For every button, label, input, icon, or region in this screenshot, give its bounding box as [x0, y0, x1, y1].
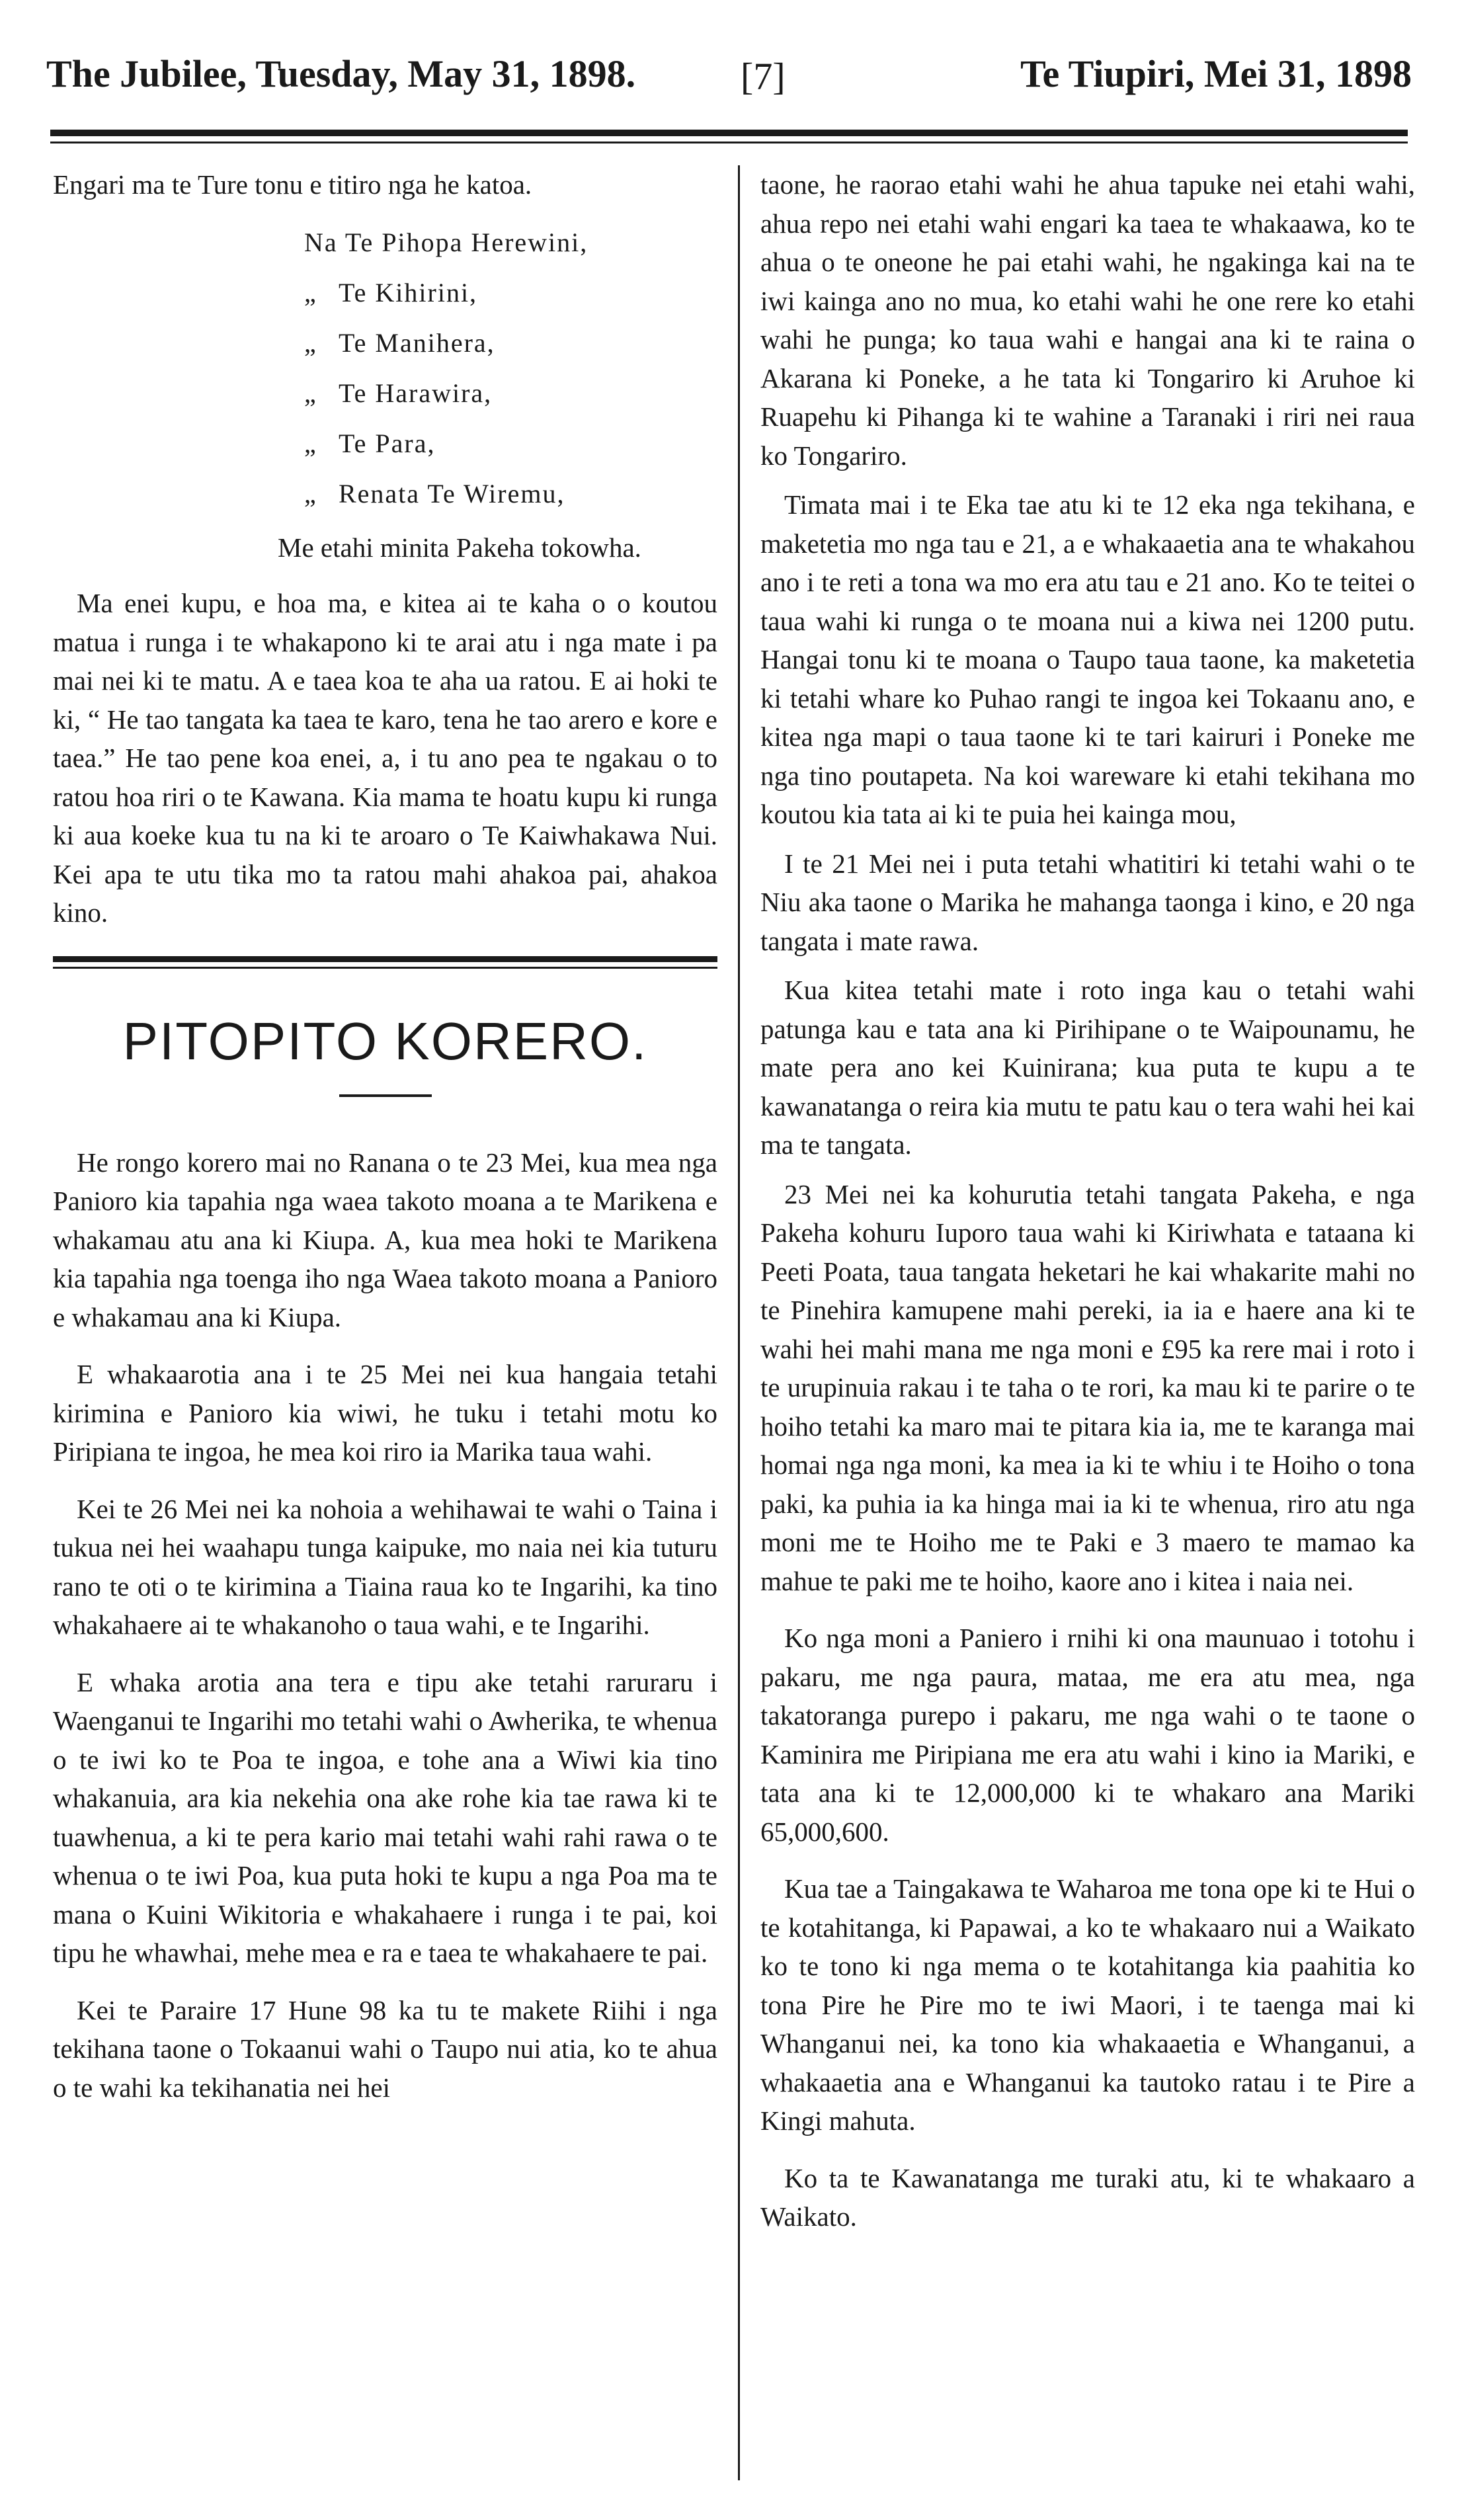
heading-underline — [339, 1094, 432, 1097]
article-paragraph: Kua kitea tetahi mate i roto inga kau o tetahi wahi patunga kau e tata ana ki Pirihipane o te Waipounamu, he mate pera ano kei Kuinirana; kua puta te kupu a te kawanatanga o reira kia mutu te patu kau o tera wahi hei kai ma te tangata. — [760, 975, 1415, 1160]
news-item: E whaka arotia ana tera e tipu ake tetahi raruraru i Waenganui te Ingarihi mo tetahi wahi o Awherika, te whenua o te iwi ko te Poa te ingoa, e tohe ana a Wiwi kia tino whakanuia, ara kia nekehia ona ake rohe kia tae rawa ki te tuawhenua, a ki te pera kario mai tetahi wahi rahi rawa o te whenua o te iwi Poa, kua puta hoki te kupu a nga Poa ma te mana o Kuini Wikitoria e whakahaere i runga i te pai, koi tipu he whawhai, mehe mea e ra e taea te whakahaere te pai. — [53, 1666, 717, 1968]
signatory: „ Te Manihera, — [304, 318, 717, 368]
ditto-mark: „ — [304, 277, 317, 307]
ditto-mark: „ — [304, 378, 317, 408]
section-divider — [53, 956, 717, 969]
masthead-rule-thick — [50, 130, 1408, 136]
signatory: Na Te Pihopa Herewini, — [304, 227, 588, 257]
page-number: [7] — [741, 55, 786, 98]
ditto-mark: „ — [304, 428, 317, 458]
section-heading: PITOPITO KORERO. — [122, 1011, 648, 1071]
signatory: „ Te Harawira, — [304, 368, 717, 419]
news-item: Kei te Paraire 17 Hune 98 ka tu te makete Riihi i nga tekihana taone o Tokaanui wahi o Taupo nui atia, ko te ahua o te wahi ka tekihanatia nei hei — [53, 1994, 717, 2103]
signatories-caption: Me etahi minita Pakeha tokowha. — [278, 532, 641, 563]
article-paragraph: Ma enei kupu, e hoa ma, e kitea ai te kaha o o koutou matua i runga i te whakapono ki te arai atu i nga mate i pa mai nei ki te matu. A e taea koa te aha ua ratou. E ai hoki te ki, “ He tao tangata ka taea te karo, tena he tao arero e kore e taea.” He tao pene koa enei, a, i tu ano pea te ngakau o to ratou hoa riri o te Kawana. Kia mama te hoatu kupu ki runga ki aua koeke kua tu na ki te aroaro o Te Kaiwhakawa Nui. Kei apa te utu tika mo ta ratou mahi ahakoa pai, ahakoa kino. — [53, 588, 717, 928]
ditto-mark: „ — [304, 478, 317, 508]
header-english-title: The Jubilee, Tuesday, May 31, 1898. — [46, 52, 636, 95]
signatory: „ Te Para, — [304, 419, 717, 469]
left-column — [53, 165, 717, 2480]
article-paragraph: Kua tae a Taingakawa te Waharoa me tona ope ki te Hui o te kotahitanga, ki Papawai, a ko te whakaaro nui a Waikato ko te tono ki nga mema o te kotahitanga kia paahitia ko tona Pire he Pire mo te iwi Maori, i te taenga mai ki Whanganui nei, ka tono kia whakaaetia e Whanganui, a whakaaetia ana e Whanganui ka tautoko ratau i te Pire a Kingi mahuta. — [760, 1873, 1415, 2136]
column-divider — [738, 165, 740, 2480]
masthead — [46, 52, 1412, 111]
header-maori-title: Te Tiupiri, Mei 31, 1898 — [1020, 52, 1412, 95]
ditto-mark: „ — [304, 327, 317, 358]
signatory: „ Renata Te Wiremu, — [304, 469, 717, 519]
news-item: E whakaarotia ana i te 25 Mei nei kua hangaia tetahi kirimina e Panioro kia wiwi, he tuku i tetahi motu ko Piripiana te ingoa, he mea koi riro ia Marika taua wahi. — [53, 1359, 717, 1467]
article-paragraph: 23 Mei nei ka kohurutia tetahi tangata Pakeha, e nga Pakeha kohuru Iuporo taua wahi ki Kiriwhata e tataana ki Peeti Poata, taua tangata heketari he kai whakarite mahi no te Pinehira kamupene mahi pereki, ia ia e haere ana ki te wahi hei mahi mana me nga moni e £95 ka rere mai i roto i te urupinuia rakau i te taha o te rori, ka mau ki te parire o te hoiho tetahi ka maro mai te pitara kia ia, me te karanga mai homai nga nga moni, ka mea ia ki te whiu i te Hoiho o tona paki, ka puhia ia ka hinga mai ia ki te whenua, riro atu nga moni me te Hoiho me te Paki e 3 maero te mamao ka mahue te paki me te hoiho, kaore ano i kitea i naia nei. — [760, 1178, 1415, 1596]
article-paragraph: I te 21 Mei nei i puta tetahi whatitiri ki tetahi wahi o te Niu aka taone o Marika he mahanga taonga i kino, e 20 nga tangata i mate rawa. — [760, 848, 1415, 956]
article-paragraph: Timata mai i te Eka tae atu ki te 12 eka nga tekihana, e maketetia mo nga tau e 21, a e whakaaetia ana te whakahou ano i te reti a tona wa mo era atu tau e 21 ano. Ko te teitei o taua wahi ki runga o te moana nui a kiwa nei 1200 putu. Hangai tonu ki te moana o Taupo taua taone, ka maketetia ki tetahi whare ko Puhao rangi te ingoa kei Tokaanu ano, e kitea nga mapi o taua taone ki te tari kairuri i Poneke me nga tino poutapeta. Na koi wareware ki etahi tekihana mo koutou kia tata ai ki te puia hei kainga mou, — [760, 489, 1415, 829]
opening-line: Engari ma te Ture tonu e titiro nga he katoa. — [53, 169, 532, 200]
article-paragraph: Ko ta te Kawanatanga me turaki atu, ki te whakaaro a Waikato. — [760, 2162, 1415, 2232]
signatory: „ Te Kihirini, — [304, 268, 717, 318]
article-paragraph: taone, he raorao etahi wahi he ahua tapuke nei etahi wahi, ahua repo nei etahi wahi engari ka taea te whakaawa, ko te ahua o te oneone he pai etahi wahi, he ngakinga kai na te iwi kainga ano no mua, ko etahi wahi he one rere ko etahi wahi he punga; ko taua wahi e hangai ana ki te raina o Akarana ki Poneke, a he tata ki Tongariro ki Aruhoe ki Ruapehu ki Pihanga ki te wahine a Taranaki i riri nei raua ko Tongariro. — [760, 169, 1415, 471]
right-column — [760, 165, 1415, 2480]
news-item: He rongo korero mai no Ranana o te 23 Mei, kua mea nga Panioro kia tapahia nga waea takoto moana a te Marikena e whakamau atu ana ki Kiupa. A, kua mea hoki te Marikena kia tapahia nga toenga iho nga Waea takoto moana a Panioro e whakamau ana ki Kiupa. — [53, 1147, 717, 1332]
signatories-list — [304, 218, 717, 519]
news-item: Kei te 26 Mei nei ka nohoia a wehihawai te wahi o Taina i tukua nei hei waahapu tunga kaipuke, mo naia nei kia tuturu rano te oti o te kirimina a Tiaina raua ko te Ingarihi, ka tino whakahaere ai te whakanoho o taua wahi, e te Ingarihi. — [53, 1493, 717, 1640]
masthead-rule-thin — [50, 142, 1408, 143]
article-paragraph: Ko nga moni a Paniero i rnihi ki ona maunuao i totohu i pakaru, me nga paura, mataa, me era atu mea, nga takatoranga purepo i pakaru, me nga wahi o te taone o Kaminira me Piripiana me era atu wahi i kino ia Mariki, e tata ana ki te 12,000,000 ki te whakaro ana Mariki 65,000,600. — [760, 1623, 1415, 1847]
